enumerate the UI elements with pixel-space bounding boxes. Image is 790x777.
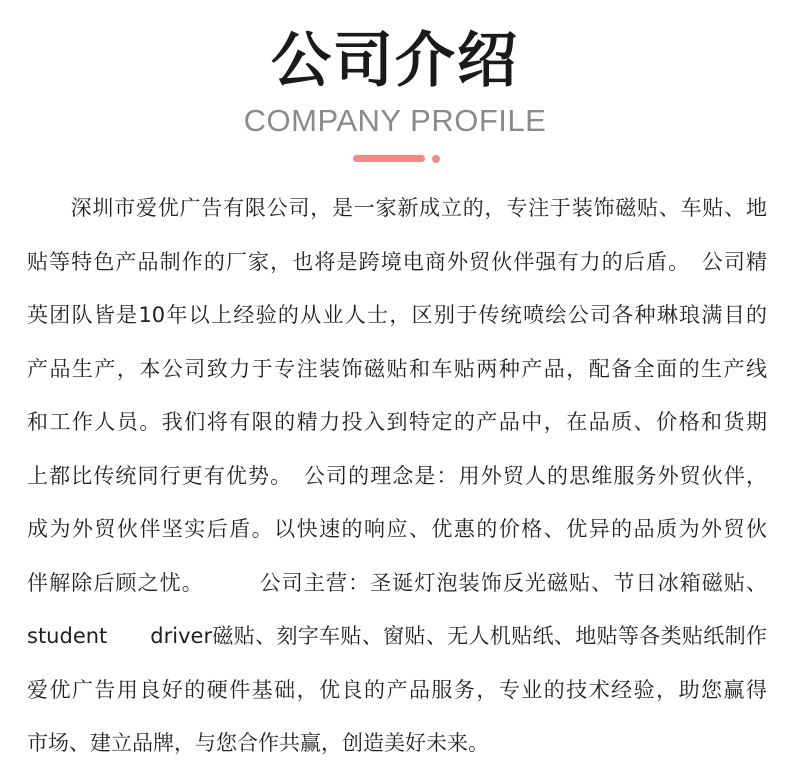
paragraph-line: 爱优广告用良好的硬件基础，优良的产品服务，专业的技术经验，助您赢得 (27, 677, 767, 702)
paragraph-line: 和工作人员。我们将有限的精力投入到特定的产品中，在品质、价格和货期 (27, 410, 767, 434)
title-divider (0, 155, 790, 163)
paragraph-line: 深圳市爱优广告有限公司，是一家新成立的，专注于装饰磁贴、车贴、地 (27, 196, 767, 220)
paragraph-line-last: 市场、建立品牌，与您合作共赢，创造美好未来。 (27, 731, 489, 755)
paragraph-line: 产品生产，本公司致力于专注装饰磁贴和车贴两种产品，配备全面的生产线 (27, 356, 767, 381)
paragraph-line: 贴等特色产品制作的厂家，也将是跨境电商外贸伙伴强有力的后盾。 公司精 (27, 249, 767, 274)
paragraph-line: student driver磁贴、刻字车贴、窗贴、无人机贴纸、地贴等各类贴纸制作 (27, 624, 767, 648)
company-description (27, 186, 767, 775)
paragraph-line: 伴解除后顾之忧。 公司主营：圣诞灯泡装饰反光磁贴、节日冰箱磁贴、 (27, 570, 767, 595)
paragraph-line: 成为外贸伙伴坚实后盾。以快速的响应、优惠的价格、优异的品质为外贸伙 (27, 517, 767, 541)
page-title: 公司介绍 (271, 26, 519, 96)
page-subtitle: COMPANY PROFILE (243, 103, 547, 138)
divider-bar (353, 155, 425, 162)
paragraph-line: 英团队皆是10年以上经验的从业人士，区别于传统喷绘公司各种琳琅满目的 (27, 303, 767, 327)
divider-dot (432, 155, 440, 163)
paragraph-line: 上都比传统同行更有优势。 公司的理念是：用外贸人的思维服务外贸伙伴， (27, 463, 767, 488)
